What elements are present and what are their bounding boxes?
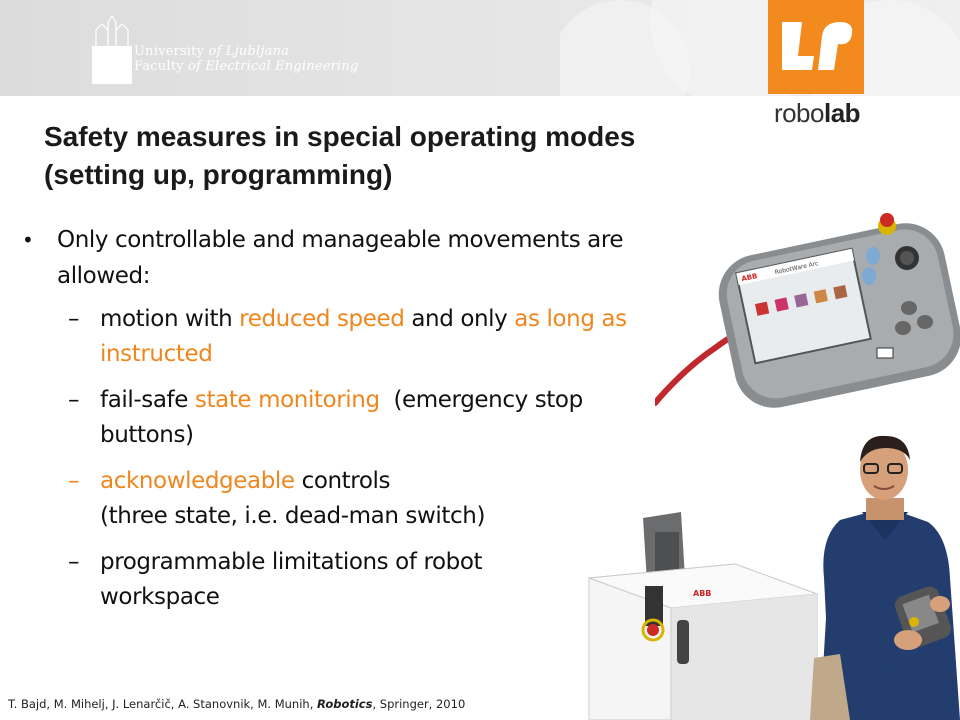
bullet-dot-icon: •: [22, 228, 34, 252]
robolab-wordmark: robolab: [773, 98, 861, 128]
citation: T. Bajd, M. Mihelj, J. Lenarčič, A. Stanovnik, M. Munih, Robotics, Springer, 2010: [8, 697, 466, 711]
person-holding-pendant-image: [800, 428, 960, 720]
cabinet-brand: ABB: [693, 589, 712, 598]
pendant-screen-title: RobotWare Arc: [774, 260, 820, 277]
teach-pendant-image: [655, 198, 960, 408]
university-name: University of Ljubljana Faculty of Electrical Engineering: [134, 44, 359, 74]
university-emblem-icon: [92, 12, 132, 84]
slide-title: Safety measures in special operating modes (setting up, programming): [44, 121, 636, 190]
pendant-brand: ABB: [740, 272, 759, 284]
robolab-logo: [768, 0, 864, 94]
sub-bullet-controls: – acknowledgeable controls (three state, i.e. dead-man switch): [68, 468, 486, 529]
bullet-main: • Only controllable and manageable movements are allowed:: [20, 222, 720, 294]
sub-bullet-motion: – motion with reduced speed and only as long as instructed: [68, 306, 627, 367]
robot-controller-cabinet-image: [585, 512, 825, 720]
sub-bullet-monitoring: – fail-safe state monitoring (emergency stop buttons): [68, 387, 583, 448]
robolab-lr-icon: [768, 0, 864, 94]
sub-bullet-workspace: – programmable limitations of robot workspace: [68, 549, 483, 610]
header-decoration: [560, 0, 960, 96]
